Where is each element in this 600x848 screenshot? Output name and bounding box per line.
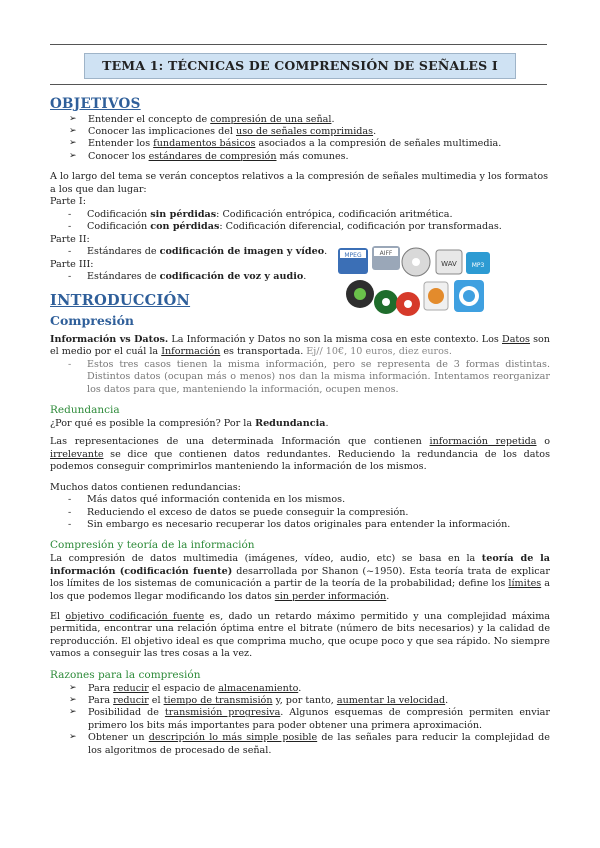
text: es transportada. — [220, 346, 304, 358]
bold-text: con pérdidas — [150, 221, 220, 233]
text: . — [325, 417, 329, 429]
list-item — [50, 114, 550, 126]
text: se dice que contienen datos redundantes. Reduciendo la redundancia de los datos podemos conseguir comprimirlos manteniendo la información de los mismos. — [50, 448, 550, 473]
compresion-heading: Compresión — [50, 313, 135, 329]
text: o — [536, 436, 550, 448]
text: . — [331, 113, 335, 125]
redundancia-many: Muchos datos contienen redundancias: — [50, 481, 241, 493]
text: . Algunos esquemas de compresión permiten enviar primero los bits más importantes para poder obtener una primera aproximación. — [88, 707, 550, 731]
list-item — [50, 732, 550, 757]
list-item: - Más datos qué información contenida en los mismos. — [50, 494, 550, 506]
text: desarrollada por Shanon (~1950). Esta teoría trata de explicar los límites de los sistemas de comunicación a partir de la teoría de la probabilidad; define los — [50, 565, 550, 590]
parte-ii-label: Parte II: — [50, 233, 90, 245]
underlined-text: información repetida — [429, 436, 537, 448]
objetivos-list — [50, 114, 550, 164]
text: Codificación — [87, 221, 151, 233]
underlined-text: uso de señales comprimidas — [236, 126, 374, 138]
text: . — [324, 246, 328, 258]
mpeg-icon-label: MPEG — [344, 252, 362, 259]
underlined-text: tiempo de transmisión — [163, 694, 273, 706]
text: La Información y Datos no son la misma cosa en este contexto. Los — [168, 333, 502, 345]
redundancia-question — [50, 418, 550, 430]
list-item — [50, 151, 550, 163]
page-title-text: TEMA 1: TÉCNICAS DE COMPRENSIÓN DE SEÑALES I — [102, 57, 498, 73]
list-item — [50, 695, 550, 707]
list-item: - Sin embargo es necesario recuperar los datos originales para entender la información. — [50, 519, 550, 531]
underlined-text: aumentar la velocidad — [336, 694, 446, 706]
text: La compresión de datos multimedia (imágenes, vídeo, audio, etc) se basa en la — [50, 553, 482, 565]
list-item: - Reduciendo el exceso de datos se puede conseguir la compresión. — [50, 507, 550, 519]
underlined-text: Información — [161, 346, 221, 358]
text: : Codificación diferencial, codificación por transformadas. — [219, 221, 502, 233]
bold-text: codificación de voz y audio — [159, 271, 304, 283]
underlined-text: límites — [508, 578, 542, 590]
bold-text: sin pérdidas — [150, 208, 217, 220]
list-item — [50, 138, 550, 150]
text: el — [148, 694, 164, 706]
underlined-text: reducir — [113, 694, 149, 706]
text: Conocer los — [88, 150, 149, 162]
text: Estándares de — [87, 271, 160, 283]
underlined-text: fundamentos básicos — [153, 138, 256, 150]
text: . — [303, 271, 307, 283]
mp3-icon-label: MP3 — [471, 262, 485, 269]
list-item — [50, 209, 550, 221]
text: de las señales para reducir la complejidad de los algoritmos de procesado de señal. — [88, 732, 550, 756]
text: Entender el concepto de — [88, 113, 211, 125]
parte-i-label: Parte I: — [50, 196, 86, 208]
bold-text: teoría de la información (codificación fuente) — [50, 553, 551, 577]
parte-i-list — [50, 209, 550, 234]
page-title — [84, 53, 516, 79]
underlined-text: transmisión progresiva — [164, 707, 281, 719]
list-item — [50, 707, 550, 732]
title-rule — [50, 84, 547, 85]
top-rule — [50, 44, 547, 45]
list-item — [50, 126, 550, 138]
bold-text: codificación de imagen y vídeo — [159, 246, 325, 258]
bold-text: Redundancia — [255, 417, 326, 429]
text: Obtener un — [88, 732, 149, 744]
text: más comunes. — [276, 150, 349, 162]
text: El — [50, 610, 66, 622]
redundancia-paragraph — [50, 436, 550, 473]
text: Para — [88, 694, 114, 706]
text: a los que podemos llegar modificando los datos — [50, 578, 550, 602]
bold-text: Información vs Datos. — [50, 333, 169, 345]
wav-icon-label: WAV — [441, 260, 457, 268]
underlined-text: Datos — [502, 333, 530, 345]
example-text: Ej// 10€, 10 euros, diez euros. — [303, 346, 452, 358]
underlined-text: estándares de compresión — [148, 150, 277, 162]
underlined-text: reducir — [113, 682, 149, 694]
teoria-paragraph-1 — [50, 553, 550, 603]
text: . — [445, 694, 449, 706]
text: el espacio de — [148, 682, 219, 694]
underlined-text: descripción lo más simple posible — [148, 732, 318, 744]
text: ¿Por qué es posible la compresión? Por la — [50, 417, 256, 429]
text: Codificación — [87, 208, 151, 220]
objetivos-heading: OBJETIVOS — [50, 96, 141, 112]
text: . — [386, 590, 390, 602]
underlined-text: sin perder información — [274, 590, 387, 602]
text: es, dado un retardo máximo permitido y una complejidad máxima permitida, encontrar una relación óptima entre el bitrate (número de bits necesarios) y la calidad de reproducción. El objetivo ideal es que comprima mucho, que ocupe poco y que sea rápido. No siempre vamos a conseguir las tres cosas a la vez. — [50, 610, 551, 660]
text: asociados a la compresión de señales multimedia. — [255, 138, 502, 150]
parte-ii-list — [50, 246, 550, 258]
aiff-icon-label: AIFF — [379, 250, 393, 257]
redundancia-list — [50, 494, 550, 531]
razones-list — [50, 683, 550, 758]
teoria-heading: Compresión y teoría de la información — [50, 539, 255, 552]
text: Posibilidad de — [88, 707, 165, 719]
text: y, por tanto, — [272, 694, 337, 706]
text: Conocer las implicaciones del — [88, 126, 237, 138]
list-item — [50, 271, 550, 283]
document-content — [50, 96, 550, 757]
list-item — [50, 246, 550, 258]
underlined-text: almacenamiento — [218, 682, 299, 694]
info-vs-datos-paragraph — [50, 334, 550, 359]
underlined-text: irrelevante — [50, 448, 104, 460]
list-item — [50, 221, 550, 233]
info-note-list — [50, 359, 550, 396]
list-item: - Estos tres casos tienen la misma información, pero se representa de 3 formas distintas. Distintos datos (ocupan más o menos) nos dan la misma información. Intentamos reorganizar los datos para que, manteniendo la información, ocupen menos. — [50, 359, 550, 396]
text: Las representaciones de una determinada Información que contienen — [50, 436, 430, 448]
list-item — [50, 683, 550, 695]
razones-heading: Razones para la compresión — [50, 668, 201, 681]
parte-iii-label: Parte III: — [50, 258, 94, 270]
parte-iii-list — [50, 271, 550, 283]
text: : Codificación entrópica, codificación aritmética. — [216, 208, 453, 220]
text: . — [373, 126, 377, 138]
introduccion-heading: INTRODUCCIÓN — [50, 291, 191, 309]
underlined-text: compresión de una señal — [210, 113, 332, 125]
text: Entender los — [88, 138, 154, 150]
underlined-text: objetivo codificación fuente — [65, 610, 205, 622]
teoria-paragraph-2 — [50, 611, 550, 661]
text: . — [298, 682, 302, 694]
text: Para — [88, 682, 114, 694]
text: Estándares de — [87, 246, 160, 258]
redundancia-heading: Redundancia — [50, 404, 120, 417]
text: son el medio por el cuál la — [50, 333, 550, 358]
intro-paragraph: A lo largo del tema se verán conceptos relativos a la compresión de señales multimedia y los formatos a los que dan lugar: — [50, 171, 549, 195]
